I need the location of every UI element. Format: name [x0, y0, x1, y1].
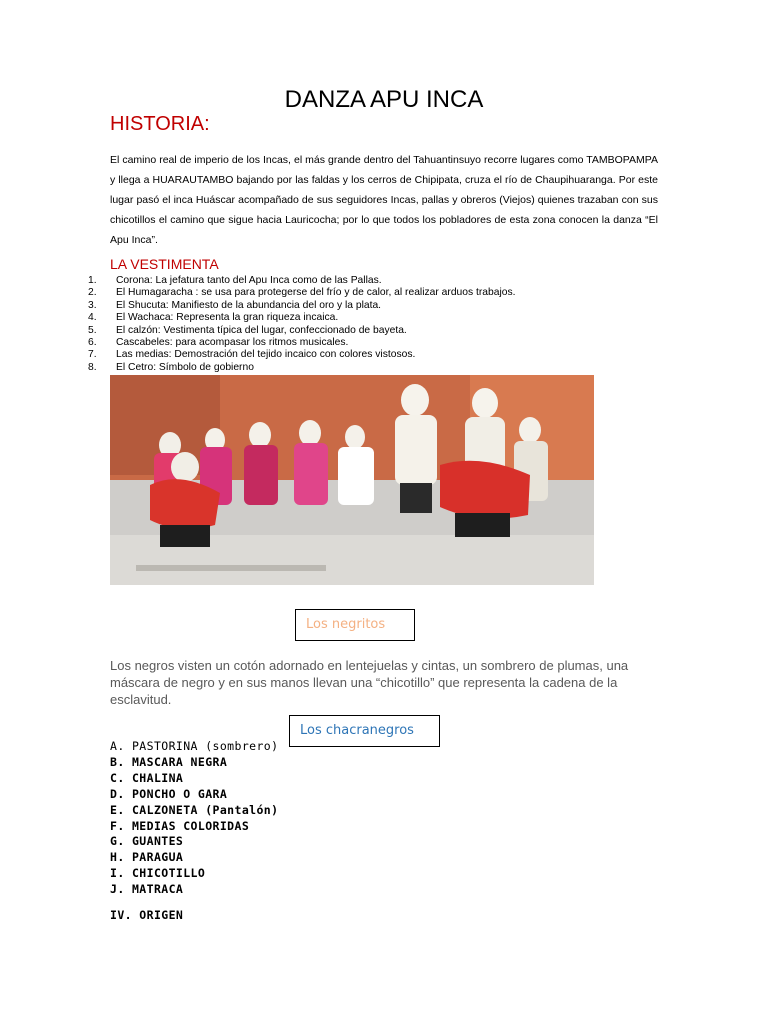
list-text: El Shucuta: Manifiesto de la abundancia del oro y la plata. [116, 299, 382, 311]
list-number: 6. [88, 337, 97, 349]
negritos-paragraph: Los negros visten un cotón adornado en lentejuelas y cintas, un sombrero de plumas, una máscara de negro y en sus manos llevan una “chicotillo” que representa la cadena de la esclavitud. [110, 658, 629, 707]
list-number: 4. [88, 312, 97, 324]
historia-heading: HISTORIA: [110, 113, 210, 135]
list-number: 7. [88, 349, 97, 361]
list-item: B. MASCARA NEGRA [110, 754, 228, 769]
list-item: F. MEDIAS COLORIDAS [110, 818, 250, 833]
list-item [88, 287, 516, 299]
list-text: Las medias: Demostración del tejido incaico con colores vistosos. [116, 349, 416, 361]
list-item [88, 325, 516, 337]
chacranegros-list [110, 739, 278, 898]
chacranegros-box: Los chacranegros [289, 715, 440, 747]
list-number: 3. [88, 299, 97, 311]
list-number: 2. [88, 287, 97, 299]
list-item: E. CALZONETA (Pantalón) [110, 802, 279, 817]
list-text: Cascabeles: para acompasar los ritmos musicales. [116, 337, 349, 349]
list-item: J. MATRACA [110, 882, 184, 897]
list-item [88, 337, 516, 349]
list-item [88, 300, 516, 312]
list-item: A. PASTORINA (sombrero) [110, 739, 279, 753]
list-text: El calzón: Vestimenta típica del lugar, confeccionado de bayeta. [116, 324, 407, 336]
page-title: DANZA APU INCA [284, 86, 484, 113]
list-item: I. CHICOTILLO [110, 866, 206, 881]
list-text: El Humagaracha : se usa para protegerse del frío y de calor, al realizar arduos trabajos. [116, 287, 516, 299]
origen-heading: IV. ORIGEN [110, 908, 184, 922]
vestimenta-heading: LA VESTIMENTA [110, 256, 219, 272]
historia-paragraph: El camino real de imperio de los Incas, el más grande dentro del Tahuantinsuyo recorre lugares como TAMBOPAMPA y llega a HUARAUTAMBO bajando por las faldas y los cerros de Chipipata, cruza el río de Chaupihuaranga. Por este lugar pasó el inca Huáscar acompañado de sus seguidores Incas, pallas y obreros (Viejos) quienes trazaban con sus chicotillos el camino que sigue hacia Lauricocha; por lo que todos los pobladores de esta zona conocen la danza “El Apu Inca”. [110, 154, 658, 246]
list-item: D. PONCHO O GARA [110, 786, 228, 801]
negritos-box: Los negritos [295, 609, 415, 641]
list-item: G. GUANTES [110, 834, 184, 849]
vestimenta-list [88, 275, 516, 374]
list-item [88, 312, 516, 324]
list-item: H. PARAGUA [110, 850, 184, 865]
list-item [88, 362, 516, 374]
list-text: El Wachaca: Representa la gran riqueza incaica. [116, 312, 339, 324]
list-number: 1. [88, 275, 97, 286]
dance-photo [110, 375, 594, 585]
list-text: El Cetro: Símbolo de gobierno [116, 361, 254, 373]
list-number: 8. [88, 361, 97, 373]
list-text: Corona: La jefatura tanto del Apu Inca como de las Pallas. [116, 275, 382, 286]
list-item [88, 349, 516, 361]
list-number: 5. [88, 324, 97, 336]
list-item: C. CHALINA [110, 770, 184, 785]
list-item [88, 275, 516, 287]
